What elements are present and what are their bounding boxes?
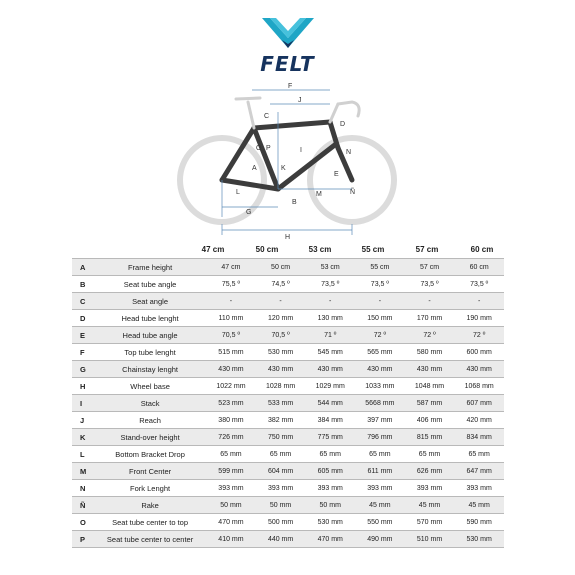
- table-cell: 530 mm: [305, 514, 355, 531]
- table-cell: 50 mm: [256, 497, 306, 514]
- row-label: Rake: [94, 497, 206, 514]
- table-cell: 393 mm: [305, 480, 355, 497]
- label-b: B: [292, 199, 297, 206]
- row-letter: H: [72, 378, 94, 395]
- row-label: Seat tube center to center: [94, 531, 206, 548]
- row-letter: B: [72, 276, 94, 293]
- table-cell: 190 mm: [454, 310, 504, 327]
- table-cell: 430 mm: [454, 361, 504, 378]
- row-label: Frame height: [94, 259, 206, 276]
- geometry-table: [72, 258, 504, 548]
- table-cell: 384 mm: [305, 412, 355, 429]
- table-cell: 73,5 º: [355, 276, 405, 293]
- label-m: M: [316, 191, 322, 198]
- table-cell: 515 mm: [206, 344, 256, 361]
- table-cell: 587 mm: [405, 395, 455, 412]
- label-p: P: [266, 145, 271, 152]
- table-cell: 57 cm: [405, 259, 455, 276]
- table-row: [72, 429, 504, 446]
- table-row: [72, 276, 504, 293]
- table-cell: 150 mm: [355, 310, 405, 327]
- table-cell: 796 mm: [355, 429, 405, 446]
- table-cell: 110 mm: [206, 310, 256, 327]
- table-cell: 530 mm: [454, 531, 504, 548]
- table-cell: 73,5 º: [405, 276, 455, 293]
- row-label: Head tube angle: [94, 327, 206, 344]
- label-e: E: [334, 171, 339, 178]
- table-cell: -: [305, 293, 355, 310]
- table-cell: 73,5 º: [305, 276, 355, 293]
- row-label: Stand-over height: [94, 429, 206, 446]
- row-letter: N: [72, 480, 94, 497]
- table-cell: 74,5 º: [256, 276, 306, 293]
- table-cell: 65 mm: [206, 446, 256, 463]
- table-cell: 1022 mm: [206, 378, 256, 395]
- table-row: [72, 412, 504, 429]
- table-cell: 72 º: [355, 327, 405, 344]
- table-row: [72, 259, 504, 276]
- table-cell: 523 mm: [206, 395, 256, 412]
- table-row: [72, 327, 504, 344]
- table-cell: 1028 mm: [256, 378, 306, 395]
- table-cell: 530 mm: [256, 344, 306, 361]
- row-label: Seat tube angle: [94, 276, 206, 293]
- table-row: [72, 310, 504, 327]
- table-cell: 834 mm: [454, 429, 504, 446]
- size-header: 57 cm: [415, 245, 439, 254]
- table-cell: 430 mm: [405, 361, 455, 378]
- table-cell: 565 mm: [355, 344, 405, 361]
- table-cell: 47 cm: [206, 259, 256, 276]
- table-cell: 1068 mm: [454, 378, 504, 395]
- table-cell: 726 mm: [206, 429, 256, 446]
- table-cell: 397 mm: [355, 412, 405, 429]
- table-cell: 775 mm: [305, 429, 355, 446]
- label-d: D: [340, 121, 346, 128]
- table-cell: 647 mm: [454, 463, 504, 480]
- table-cell: 393 mm: [405, 480, 455, 497]
- table-cell: 72 º: [405, 327, 455, 344]
- row-letter: Ñ: [72, 497, 94, 514]
- table-cell: 393 mm: [355, 480, 405, 497]
- table-cell: 590 mm: [454, 514, 504, 531]
- table-cell: -: [206, 293, 256, 310]
- table-cell: -: [355, 293, 405, 310]
- table-cell: 45 mm: [355, 497, 405, 514]
- table-row: [72, 446, 504, 463]
- table-row: [72, 531, 504, 548]
- table-cell: 45 mm: [454, 497, 504, 514]
- table-row: [72, 480, 504, 497]
- label-j: J: [298, 97, 302, 104]
- table-row: [72, 378, 504, 395]
- bike-geometry-diagram: [170, 82, 410, 242]
- table-cell: 570 mm: [405, 514, 455, 531]
- size-header: 47 cm: [201, 245, 225, 254]
- table-cell: 815 mm: [405, 429, 455, 446]
- table-cell: 605 mm: [305, 463, 355, 480]
- label-l: L: [236, 189, 240, 196]
- table-cell: 60 cm: [454, 259, 504, 276]
- table-cell: 120 mm: [256, 310, 306, 327]
- table-cell: 75,5 º: [206, 276, 256, 293]
- table-cell: 533 mm: [256, 395, 306, 412]
- row-label: Chainstay lenght: [94, 361, 206, 378]
- table-cell: 380 mm: [206, 412, 256, 429]
- table-cell: 604 mm: [256, 463, 306, 480]
- table-cell: 545 mm: [305, 344, 355, 361]
- table-row: [72, 361, 504, 378]
- size-header: 53 cm: [308, 245, 332, 254]
- table-cell: 600 mm: [454, 344, 504, 361]
- row-letter: L: [72, 446, 94, 463]
- table-cell: 406 mm: [405, 412, 455, 429]
- row-label: Top tube lenght: [94, 344, 206, 361]
- bike-frame: [222, 122, 352, 189]
- row-label: Seat tube center to top: [94, 514, 206, 531]
- table-row: [72, 497, 504, 514]
- table-cell: 430 mm: [305, 361, 355, 378]
- row-letter: K: [72, 429, 94, 446]
- table-cell: 50 mm: [305, 497, 355, 514]
- table-cell: -: [405, 293, 455, 310]
- table-cell: 611 mm: [355, 463, 405, 480]
- row-letter: D: [72, 310, 94, 327]
- row-label: Reach: [94, 412, 206, 429]
- size-header: 60 cm: [470, 245, 494, 254]
- table-cell: -: [454, 293, 504, 310]
- row-letter: O: [72, 514, 94, 531]
- row-label: Head tube lenght: [94, 310, 206, 327]
- size-header: 55 cm: [361, 245, 385, 254]
- size-header: 50 cm: [255, 245, 279, 254]
- table-cell: 393 mm: [454, 480, 504, 497]
- row-letter: A: [72, 259, 94, 276]
- table-row: [72, 463, 504, 480]
- table-cell: 1048 mm: [405, 378, 455, 395]
- table-cell: 170 mm: [405, 310, 455, 327]
- table-cell: 65 mm: [405, 446, 455, 463]
- table-cell: 550 mm: [355, 514, 405, 531]
- table-cell: 70,5 º: [256, 327, 306, 344]
- table-cell: 440 mm: [256, 531, 306, 548]
- label-enye: Ñ: [350, 189, 356, 196]
- table-row: [72, 514, 504, 531]
- table-cell: 70,5 º: [206, 327, 256, 344]
- table-row: [72, 395, 504, 412]
- row-letter: M: [72, 463, 94, 480]
- table-cell: 470 mm: [305, 531, 355, 548]
- table-cell: 420 mm: [454, 412, 504, 429]
- table-cell: 65 mm: [256, 446, 306, 463]
- table-cell: -: [256, 293, 306, 310]
- table-cell: 50 cm: [256, 259, 306, 276]
- table-cell: 430 mm: [206, 361, 256, 378]
- table-cell: 1029 mm: [305, 378, 355, 395]
- table-cell: 65 mm: [355, 446, 405, 463]
- row-letter: F: [72, 344, 94, 361]
- size-header-row: [0, 245, 575, 259]
- table-cell: 393 mm: [256, 480, 306, 497]
- table-cell: 73,5 º: [454, 276, 504, 293]
- table-cell: 750 mm: [256, 429, 306, 446]
- table-cell: 65 mm: [305, 446, 355, 463]
- label-g: G: [246, 209, 252, 216]
- row-letter: I: [72, 395, 94, 412]
- table-cell: 45 mm: [405, 497, 455, 514]
- table-cell: 55 cm: [355, 259, 405, 276]
- table-cell: 500 mm: [256, 514, 306, 531]
- row-label: Wheel base: [94, 378, 206, 395]
- row-letter: C: [72, 293, 94, 310]
- row-label: Bottom Bracket Drop: [94, 446, 206, 463]
- table-cell: 599 mm: [206, 463, 256, 480]
- table-cell: 607 mm: [454, 395, 504, 412]
- label-n: N: [346, 149, 352, 156]
- label-a: A: [252, 165, 257, 172]
- table-cell: 382 mm: [256, 412, 306, 429]
- table-cell: 71 º: [305, 327, 355, 344]
- table-cell: 580 mm: [405, 344, 455, 361]
- label-k: K: [281, 165, 286, 172]
- table-row: [72, 293, 504, 310]
- table-cell: 72 º: [454, 327, 504, 344]
- row-label: Fork Lenght: [94, 480, 206, 497]
- table-cell: 490 mm: [355, 531, 405, 548]
- row-label: Seat angle: [94, 293, 206, 310]
- table-cell: 510 mm: [405, 531, 455, 548]
- table-cell: 65 mm: [454, 446, 504, 463]
- table-cell: 130 mm: [305, 310, 355, 327]
- table-cell: 50 mm: [206, 497, 256, 514]
- label-h: H: [285, 234, 291, 241]
- label-c: C: [264, 113, 270, 120]
- label-i: I: [300, 147, 302, 154]
- row-letter: G: [72, 361, 94, 378]
- label-f: F: [288, 83, 293, 90]
- table-cell: 470 mm: [206, 514, 256, 531]
- table-cell: 393 mm: [206, 480, 256, 497]
- row-letter: P: [72, 531, 94, 548]
- brand-wordmark: FELT: [260, 52, 315, 76]
- table-cell: 1033 mm: [355, 378, 405, 395]
- row-label: Front Center: [94, 463, 206, 480]
- label-o: O: [256, 145, 262, 152]
- felt-chevron-icon: [248, 14, 328, 54]
- table-cell: 5668 mm: [355, 395, 405, 412]
- table-cell: 430 mm: [355, 361, 405, 378]
- table-row: [72, 344, 504, 361]
- table-cell: 410 mm: [206, 531, 256, 548]
- row-label: Stack: [94, 395, 206, 412]
- row-letter: J: [72, 412, 94, 429]
- table-cell: 430 mm: [256, 361, 306, 378]
- row-letter: E: [72, 327, 94, 344]
- table-cell: 626 mm: [405, 463, 455, 480]
- table-cell: 53 cm: [305, 259, 355, 276]
- table-cell: 544 mm: [305, 395, 355, 412]
